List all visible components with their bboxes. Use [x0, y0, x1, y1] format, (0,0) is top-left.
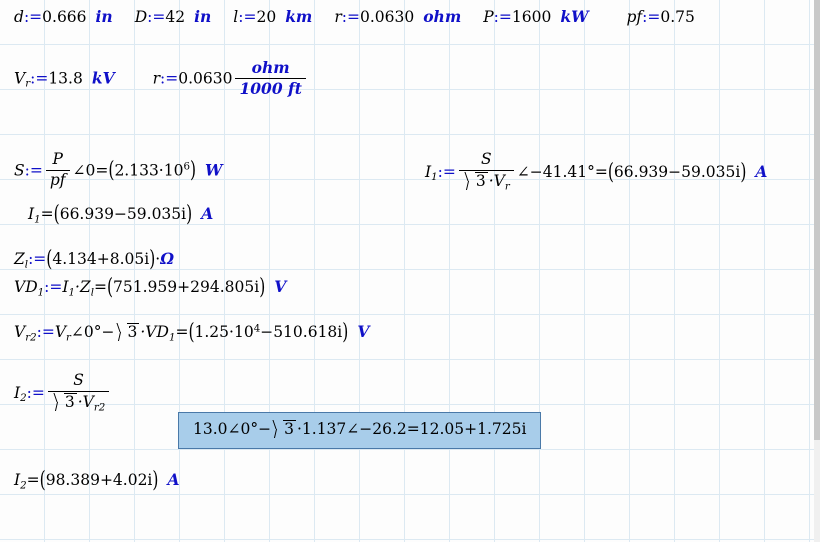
region-line-8[interactable]	[14, 373, 112, 415]
vertical-scrollbar-thumb[interactable]	[814, 0, 820, 440]
region-line-3-I1[interactable]	[425, 152, 767, 194]
region-line-6[interactable]	[14, 273, 287, 300]
assign-l: :=	[238, 8, 257, 26]
result-Vr2-imag: −510.618i	[260, 323, 343, 341]
var-VD1: VD	[14, 278, 38, 296]
region-line-7[interactable]	[14, 318, 370, 345]
var-I2-sub: 2	[20, 480, 27, 492]
angle-Vr2: ∠0°−	[70, 323, 115, 341]
var-I2: I	[14, 383, 21, 402]
assign-r: :=	[341, 8, 360, 26]
unit-Vr2: V	[357, 322, 370, 341]
expr-I1: I	[62, 278, 69, 296]
assign-r-ft: :=	[160, 69, 179, 88]
var-I2: I	[14, 471, 21, 489]
var-l: l	[233, 8, 239, 26]
paren-close: )	[186, 200, 193, 227]
var-Vr2-sub: r2	[25, 332, 37, 344]
unit-r: ohm	[423, 7, 462, 26]
fraction-numerator: S	[48, 372, 109, 392]
unit-ohm: Ω	[160, 249, 174, 268]
unit-I1: A	[201, 204, 214, 223]
assign-VD1: :=	[44, 278, 63, 296]
value-r-ft: 0.0630	[178, 69, 233, 88]
highlight-text-a: 13.0∠0°−	[193, 420, 272, 438]
fraction-numerator: P	[46, 151, 70, 171]
sqrt-3: 3	[464, 172, 488, 191]
equals-VD1: =	[93, 278, 107, 296]
mult-dot: ·	[155, 250, 161, 268]
unit-VD1: V	[274, 277, 287, 296]
value-l: 20	[256, 8, 277, 26]
expr-VD1: ·VD	[140, 323, 169, 341]
region-line-9[interactable]	[14, 466, 180, 493]
result-I1: 66.939−59.035i	[613, 162, 741, 181]
value-P: 1600	[511, 8, 552, 26]
paren-open: (	[46, 245, 53, 272]
expr-VD1-sub: 1	[168, 332, 176, 344]
paren-close: )	[152, 466, 159, 493]
value-r: 0.0630	[359, 8, 415, 26]
expr-Zl: ·Z	[75, 278, 91, 296]
var-I1: I	[28, 205, 35, 223]
var-I1-sub: 1	[34, 214, 41, 226]
vertical-scrollbar[interactable]	[814, 0, 820, 542]
paren-close: )	[189, 156, 197, 183]
paren-open: (	[607, 158, 614, 185]
sqrt-3: 3	[53, 393, 77, 412]
den-rest: ·V	[77, 392, 94, 411]
assign-d: :=	[23, 8, 43, 26]
expr-Vr: V	[54, 323, 67, 341]
var-Zl-sub: l	[24, 259, 29, 271]
paren-close: )	[342, 318, 349, 345]
fraction-denominator: pf	[49, 170, 66, 189]
fraction-S-over-sqrt3Vr2	[48, 372, 109, 414]
angle-I1: ∠−41.41°	[516, 162, 595, 181]
sqrt-3: 3	[116, 323, 140, 342]
region-line-4[interactable]	[28, 200, 214, 227]
var-r-ft: r	[152, 69, 161, 88]
region-line-1[interactable]	[14, 8, 695, 27]
result-Vr2-exponent: 4	[253, 323, 261, 335]
var-P: P	[483, 8, 494, 26]
var-Vr-sub: r	[25, 78, 31, 90]
region-line-5[interactable]	[14, 245, 174, 272]
fraction-numerator: ohm	[235, 59, 305, 79]
var-S: S	[14, 161, 25, 180]
assign-S: :=	[24, 161, 43, 180]
assign-D: :=	[147, 8, 166, 26]
expr-Vr-sub: r	[66, 332, 71, 344]
fraction-ohm-per-1000ft	[235, 59, 305, 98]
value-pf: 0.75	[660, 8, 695, 26]
highlight-text-b: ·1.137∠−26.2=12.05+1.725i	[296, 420, 527, 438]
selected-expression-region[interactable]	[178, 412, 541, 449]
unit-S: W	[205, 160, 223, 180]
region-line-2[interactable]	[14, 60, 309, 99]
unit-Vr: kV	[91, 68, 115, 88]
den-sub: r	[504, 181, 510, 193]
equals-I1: =	[40, 205, 54, 223]
assign-P: :=	[493, 8, 512, 26]
value-d: 0.666	[42, 8, 87, 26]
value-D: 42	[165, 8, 186, 26]
equals-I1: =	[594, 162, 608, 181]
result-Vr2-mant: 1.25·10	[194, 323, 254, 341]
paren-open: (	[39, 466, 46, 493]
result-S: 2.133·10	[114, 161, 184, 180]
paren-close: )	[259, 273, 266, 300]
unit-d: in	[95, 7, 113, 26]
var-I2-sub: 2	[20, 393, 27, 405]
assign-I1: :=	[437, 162, 456, 181]
var-Vr: V	[14, 69, 26, 88]
var-VD1-sub: 1	[37, 287, 45, 299]
unit-D: in	[194, 7, 212, 26]
assign-Vr: :=	[30, 69, 49, 88]
unit-l: km	[285, 7, 313, 26]
result-I1: 66.939−59.035i	[59, 205, 187, 223]
fraction-denominator: 1000 ft	[239, 78, 302, 98]
assign-Vr2: :=	[36, 323, 55, 341]
var-I1: I	[425, 162, 432, 181]
paren-close: )	[149, 245, 156, 272]
result-VD1: 751.959+294.805i	[113, 278, 260, 296]
unit-I2: A	[167, 470, 180, 489]
var-pf: pf	[626, 8, 643, 26]
assign-Zl: :=	[28, 250, 47, 268]
result-S-exponent: 6	[183, 161, 190, 173]
paren-open: (	[53, 200, 60, 227]
value-Vr: 13.8	[48, 69, 83, 88]
fraction-S-over-sqrt3Vr	[459, 151, 514, 193]
var-I1-sub: 1	[431, 172, 438, 184]
var-Vr2: V	[14, 323, 26, 341]
assign-pf: :=	[642, 8, 661, 26]
var-r: r	[334, 8, 342, 26]
value-Zl: 4.134+8.05i	[52, 250, 150, 268]
fraction-numerator: S	[459, 151, 514, 171]
paren-close: )	[740, 158, 747, 185]
equals-I2: =	[26, 471, 40, 489]
var-Zl: Z	[14, 250, 25, 268]
sqrt-3: 3	[272, 420, 296, 439]
den-rest: ·V	[488, 171, 505, 190]
equals-S: =	[95, 161, 109, 180]
result-I2: 98.389+4.02i	[45, 471, 153, 489]
den-sub: r2	[93, 402, 106, 414]
var-D: D	[134, 8, 148, 26]
paren-open: (	[108, 156, 115, 183]
paren-open: (	[106, 273, 114, 300]
var-d: d	[14, 8, 24, 26]
unit-P: kW	[560, 7, 589, 26]
fraction-denominator	[48, 392, 109, 414]
expr-I1-sub: 1	[68, 287, 75, 299]
paren-open: (	[188, 318, 195, 345]
unit-I1: A	[755, 161, 768, 181]
equals-Vr2: =	[175, 323, 189, 341]
assign-I2: :=	[26, 383, 45, 402]
fraction-P-over-pf	[46, 151, 70, 190]
expr-Zl-sub: l	[90, 287, 94, 299]
region-line-3-S[interactable]	[14, 152, 222, 191]
fraction-denominator	[459, 171, 514, 193]
angle-S: ∠0	[72, 161, 96, 180]
